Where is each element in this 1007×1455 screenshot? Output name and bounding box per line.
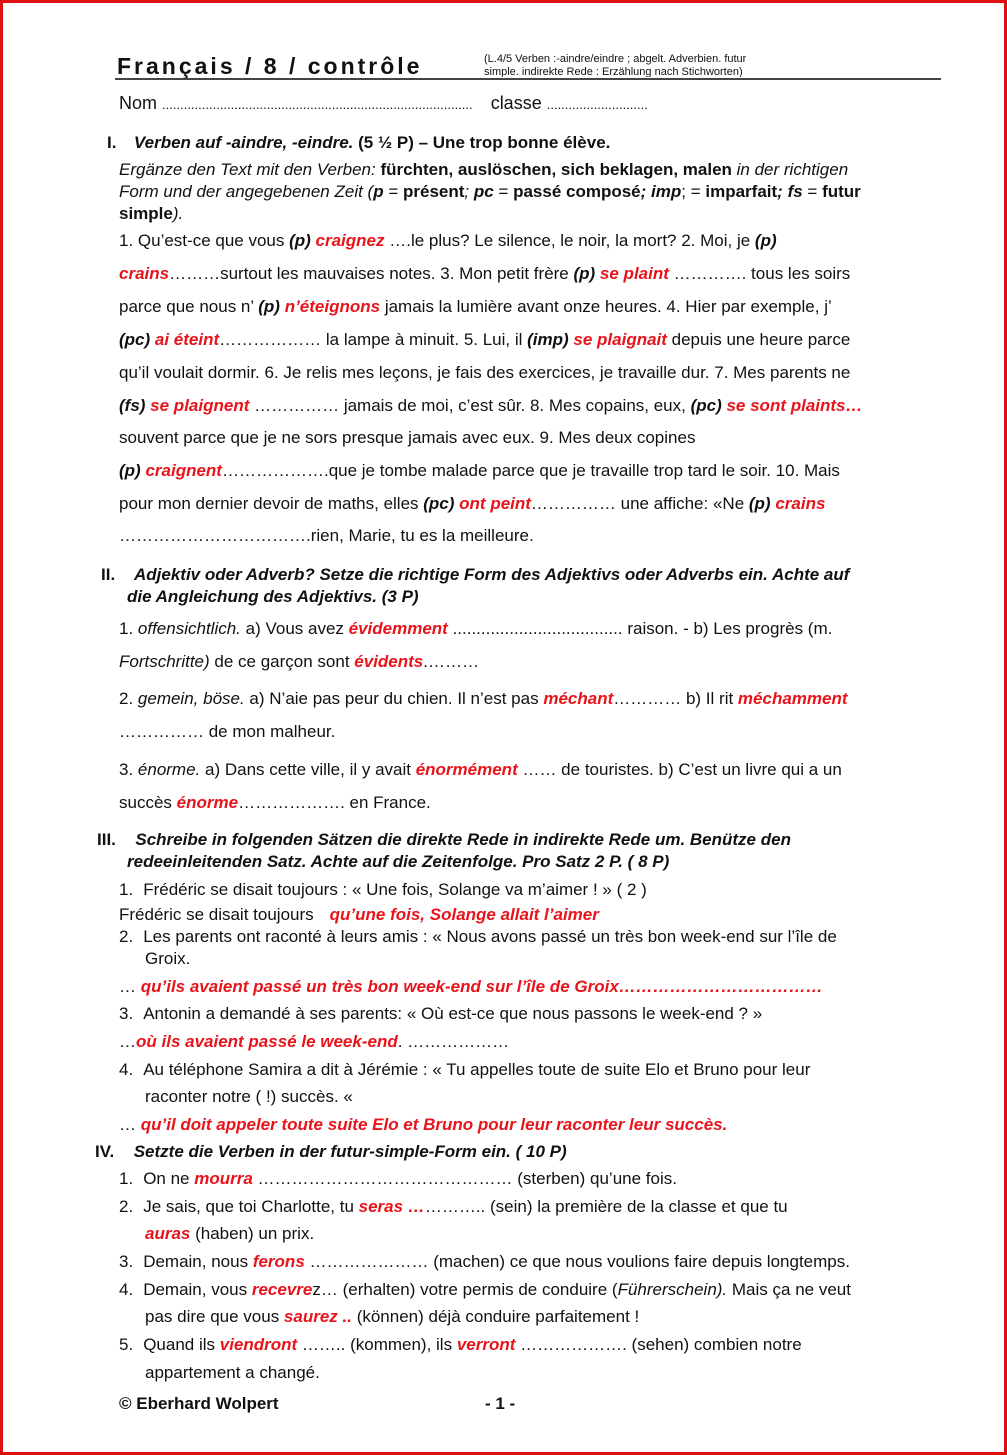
item-number: 2. — [119, 927, 134, 946]
answer: viendront — [219, 1335, 298, 1354]
answer: méchant — [543, 689, 614, 708]
header-note-line2: simple. indirekte Rede : Erzählung nach Stichworten) — [484, 66, 743, 77]
text: ……………… la lampe à minuit. 5. Lui, il — [219, 330, 528, 349]
text: ….le plus? Le silence, le noir, la mort? 2. Moi, je — [384, 231, 755, 250]
exercise-3-answer — [119, 1031, 509, 1053]
exercise-1-line — [119, 329, 850, 351]
page-title: Français / 8 / contrôle — [117, 53, 423, 79]
text: ………… b) Il rit — [613, 689, 738, 708]
text: (haben) un prix. — [190, 1224, 315, 1243]
exercise-4-item-cont: appartement a changé. — [145, 1363, 320, 1382]
answer: se plaignait — [568, 330, 667, 349]
answer: méchamment — [737, 689, 848, 708]
text: … — [119, 1032, 136, 1051]
tense-tag: (p) — [289, 231, 311, 250]
text: …………. tous les soirs — [668, 264, 851, 283]
answer: énorme — [176, 793, 239, 812]
text: …………… une affiche: «Ne — [530, 494, 749, 513]
tense-tag: (p) — [754, 231, 777, 250]
exercise-3-answer — [119, 976, 823, 998]
item-number: 1. — [119, 1169, 134, 1188]
tense-imparfait: imparfait — [705, 182, 778, 201]
text: pour mon dernier devoir de maths, elles — [119, 494, 424, 513]
answer: qu’il doit appeler toute suite Elo et Bruno pour leur raconter leur succès. — [140, 1115, 728, 1134]
separator: ; — [464, 182, 474, 201]
answer: auras — [145, 1224, 191, 1243]
text: …… de touristes. b) C’est un livre qui a un — [517, 760, 842, 779]
section-1-title: Verben auf -aindre, -eindre. — [133, 133, 354, 152]
text: On ne — [143, 1169, 195, 1188]
exercise-1-line — [119, 493, 825, 515]
answer: énormément — [415, 760, 518, 779]
class-label: classe — [490, 93, 542, 113]
text: .................................... raison. - b) Les progrès (m. — [447, 619, 833, 638]
exercise-2-line: …………… de mon malheur. — [119, 722, 336, 741]
section-2-title: Adjektiv oder Adverb? Setze die richtige Form des Adjektivs oder Adverbs ein. Achte auf — [134, 565, 850, 584]
header-divider — [115, 78, 941, 80]
text: Demain, vous — [143, 1280, 252, 1299]
tense-tag: (fs) — [119, 396, 146, 415]
name-label: Nom — [119, 93, 158, 113]
text: (können) déjà conduire parfaitement ! — [351, 1307, 640, 1326]
section-2-title-line2: die Angleichung des Adjektivs. (3 P) — [127, 587, 419, 606]
text: .……… — [423, 652, 479, 671]
text: Antonin a demandé à ses parents: « Où est-ce que nous passons le week-end ? » — [143, 1004, 763, 1023]
exercise-3-item — [119, 879, 647, 901]
item-number: 1. — [119, 880, 134, 899]
exercise-3-answer — [119, 904, 599, 926]
text: Je sais, que toi Charlotte, tu — [143, 1197, 359, 1216]
exercise-4-item-cont — [145, 1306, 639, 1328]
tense-simple: simple — [119, 204, 173, 223]
text: z… (erhalten) votre permis de conduire ( — [312, 1280, 618, 1299]
abbr-pc: pc — [473, 182, 494, 201]
german-word: énorme. — [137, 760, 201, 779]
text: Quand ils — [143, 1335, 220, 1354]
answer: craignent — [140, 461, 222, 480]
text: de ce garçon sont — [209, 652, 355, 671]
tense-tag: (p) — [748, 494, 771, 513]
exercise-4-item — [119, 1251, 850, 1273]
item-number: 5. — [119, 1335, 134, 1354]
exercise-1-line: souvent parce que je ne sors presque jamais avec eux. 9. Mes deux copines — [119, 428, 696, 447]
section-2-heading — [101, 564, 849, 586]
answer: ont peint — [454, 494, 531, 513]
text: jamais la lumière avant onze heures. 4. Hier par exemple, j’ — [380, 297, 832, 316]
instruction-text: Ergänze den Text mit den Verben: — [119, 160, 381, 179]
item-number: 4. — [119, 1060, 134, 1079]
separator: ; — [777, 182, 788, 201]
verb-list: fürchten, auslöschen, sich beklagen, malen — [380, 160, 732, 179]
exercise-3-item-cont: Groix. — [145, 949, 191, 968]
answer: ai éteint — [150, 330, 220, 349]
abbr-p: p — [373, 182, 384, 201]
section-3-title: Schreibe in folgenden Sätzen die direkte Rede in indirekte Rede um. Benütze den — [135, 830, 791, 849]
exercise-1-line — [119, 395, 863, 417]
exercise-4-item — [119, 1279, 851, 1301]
section-4-title: Setzte die Verben in der futur-simple-Form ein. ( 10 P) — [133, 1142, 567, 1161]
text: Demain, nous — [143, 1252, 253, 1271]
answer: crains — [770, 494, 826, 513]
abbr-fs: fs — [787, 182, 803, 201]
section-4-heading — [95, 1141, 567, 1163]
section-3-title-line2: redeeinleitenden Satz. Achte auf die Zeitenfolge. Pro Satz 2 P. ( 8 P) — [127, 852, 670, 871]
exercise-1-line — [119, 296, 832, 318]
section-3-heading — [97, 829, 791, 851]
exercise-4-item — [119, 1168, 677, 1190]
exercise-1-line: qu’il voulait dormir. 6. Je relis mes leçons, je fais des exercices, je travaille dur. 7. Mes parents ne — [119, 363, 851, 382]
text: parce que nous n’ — [119, 297, 259, 316]
equals: = — [493, 182, 514, 201]
tense-tag: (p) — [573, 264, 596, 283]
text: a) Dans cette ville, il y avait — [200, 760, 416, 779]
section-3-number: III. — [97, 830, 116, 849]
section-2-number: II. — [101, 565, 116, 584]
answer: mourra — [194, 1169, 253, 1188]
section-1-number: I. — [107, 133, 117, 152]
exercise-2-line — [119, 651, 479, 673]
item-number: 4. — [119, 1280, 134, 1299]
answer: verront — [456, 1335, 516, 1354]
class-field: ............................ — [546, 97, 648, 112]
text: Frédéric se disait toujours : « Une fois, Solange va m’aimer ! » ( 2 ) — [143, 880, 647, 899]
equals: = — [383, 182, 403, 201]
exercise-3-answer — [119, 1114, 727, 1136]
item-number: 3. — [119, 1252, 134, 1271]
exercise-1-line — [119, 230, 777, 252]
exercise-3-item — [119, 926, 837, 948]
exercise-2-line — [119, 759, 842, 781]
tense-tag: (pc) — [423, 494, 455, 513]
text: ……….. (sein) la première de la classe et que tu — [424, 1197, 788, 1216]
answer: seras … — [358, 1197, 425, 1216]
text: Au téléphone Samira a dit à Jérémie : « Tu appelles toute de suite Elo et Bruno pour leur — [143, 1060, 811, 1079]
instruction-end: ). — [172, 204, 184, 223]
section-1-instruction-line2 — [119, 181, 861, 203]
tense-tag: (p) — [258, 297, 280, 316]
text: 1. — [119, 619, 138, 638]
name-field: ...................................................................................... — [162, 97, 473, 112]
section-1-heading — [107, 132, 610, 154]
tense-tag: (imp) — [527, 330, 569, 349]
exercise-4-item-cont — [145, 1223, 314, 1245]
name-class-line — [119, 93, 648, 114]
text: ……………….que je tombe malade parce que je travaille trop tard le soir. 10. Mais — [221, 461, 840, 480]
answer: recevre — [251, 1280, 313, 1299]
answer: se sont plaints… — [721, 396, 863, 415]
text: … — [119, 977, 141, 996]
section-1-instruction-line1 — [119, 159, 848, 181]
answer: craignez — [310, 231, 385, 250]
text: 3. — [119, 760, 138, 779]
text: a) N’aie pas peur du chien. Il n’est pas — [244, 689, 544, 708]
tense-present: présent — [402, 182, 465, 201]
text: Les parents ont raconté à leurs amis : « Nous avons passé un très bon week-end sur l’île de — [143, 927, 837, 946]
instruction-text: in der richtigen — [731, 160, 849, 179]
item-number: 3. — [119, 1004, 134, 1023]
section-4-number: IV. — [95, 1142, 115, 1161]
exercise-3-item — [119, 1003, 762, 1025]
exercise-3-item-cont: raconter notre ( !) succès. « — [145, 1087, 353, 1106]
exercise-1-line: …………………………….rien, Marie, tu es la meilleure. — [119, 526, 534, 545]
text: depuis une heure parce — [666, 330, 851, 349]
text: pas dire que vous — [145, 1307, 284, 1326]
german-word: Führerschein). — [617, 1280, 728, 1299]
exercise-1-line — [119, 460, 840, 482]
text: 2. — [119, 689, 138, 708]
text: Frédéric se disait toujours — [119, 905, 314, 924]
answer: évidents — [354, 652, 424, 671]
instruction-text: Form und der angegebenen Zeit ( — [119, 182, 374, 201]
text: succès — [119, 793, 177, 812]
answer: se plaint — [595, 264, 669, 283]
text: ……………………………………… (sterben) qu’une fois. — [252, 1169, 677, 1188]
tense-tag: (p) — [119, 461, 141, 480]
item-number: 2. — [119, 1197, 134, 1216]
separator: ; — [640, 182, 652, 201]
german-word: offensichtlich. — [137, 619, 241, 638]
exercise-2-line — [119, 688, 848, 710]
exercise-4-item — [119, 1334, 802, 1356]
text: …….. (kommen), ils — [297, 1335, 457, 1354]
text: 1. Qu’est-ce que vous — [119, 231, 290, 250]
answer: saurez .. — [283, 1307, 352, 1326]
tense-tag: (pc) — [119, 330, 151, 349]
page-number: - 1 - — [485, 1394, 516, 1413]
copyright: © Eberhard Wolpert — [119, 1394, 279, 1413]
exercise-4-item — [119, 1196, 788, 1218]
exercise-2-line — [119, 618, 832, 640]
german-word: Fortschritte) — [119, 652, 210, 671]
answer: ferons — [252, 1252, 305, 1271]
text: ………………. en France. — [238, 793, 431, 812]
abbr-imp: imp — [651, 182, 682, 201]
answer: qu’ils avaient passé un très bon week-end sur l’île de Groix……………………………… — [140, 977, 823, 996]
text: ………………. (sehen) combien notre — [515, 1335, 802, 1354]
section-1-instruction-line3 — [119, 203, 183, 225]
text: …………… jamais de moi, c’est sûr. 8. Mes copains, eux, — [249, 396, 691, 415]
answer: où ils avaient passé le week-end — [136, 1032, 398, 1051]
section-1-points: (5 ½ P) – Une trop bonne élève. — [358, 133, 611, 152]
header-note — [484, 53, 746, 77]
text: ………surtout les mauvaises notes. 3. Mon petit frère — [169, 264, 574, 283]
answer: n’éteignons — [279, 297, 381, 316]
text: … — [119, 1115, 141, 1134]
text: Mais ça ne veut — [727, 1280, 851, 1299]
equals: ; = — [681, 182, 706, 201]
tense-passe-compose: passé composé — [513, 182, 641, 201]
german-word: gemein, böse. — [137, 689, 245, 708]
answer: crains — [119, 264, 170, 283]
text: ………………… (machen) ce que nous voulions faire depuis longtemps. — [304, 1252, 850, 1271]
text: a) Vous avez — [240, 619, 349, 638]
equals: = — [802, 182, 823, 201]
tense-futur: futur — [822, 182, 861, 201]
answer: qu’une fois, Solange allait l’aimer — [329, 905, 599, 924]
exercise-3-item — [119, 1059, 810, 1081]
text: . ……………… — [397, 1032, 510, 1051]
exercise-1-line — [119, 263, 850, 285]
tense-tag: (pc) — [690, 396, 722, 415]
exercise-2-line — [119, 792, 431, 814]
answer: se plaignent — [145, 396, 250, 415]
header-note-line1: (L.4/5 Verben :-aindre/eindre ; abgelt. Adverbien. futur — [484, 53, 747, 65]
answer: évidemment — [348, 619, 448, 638]
